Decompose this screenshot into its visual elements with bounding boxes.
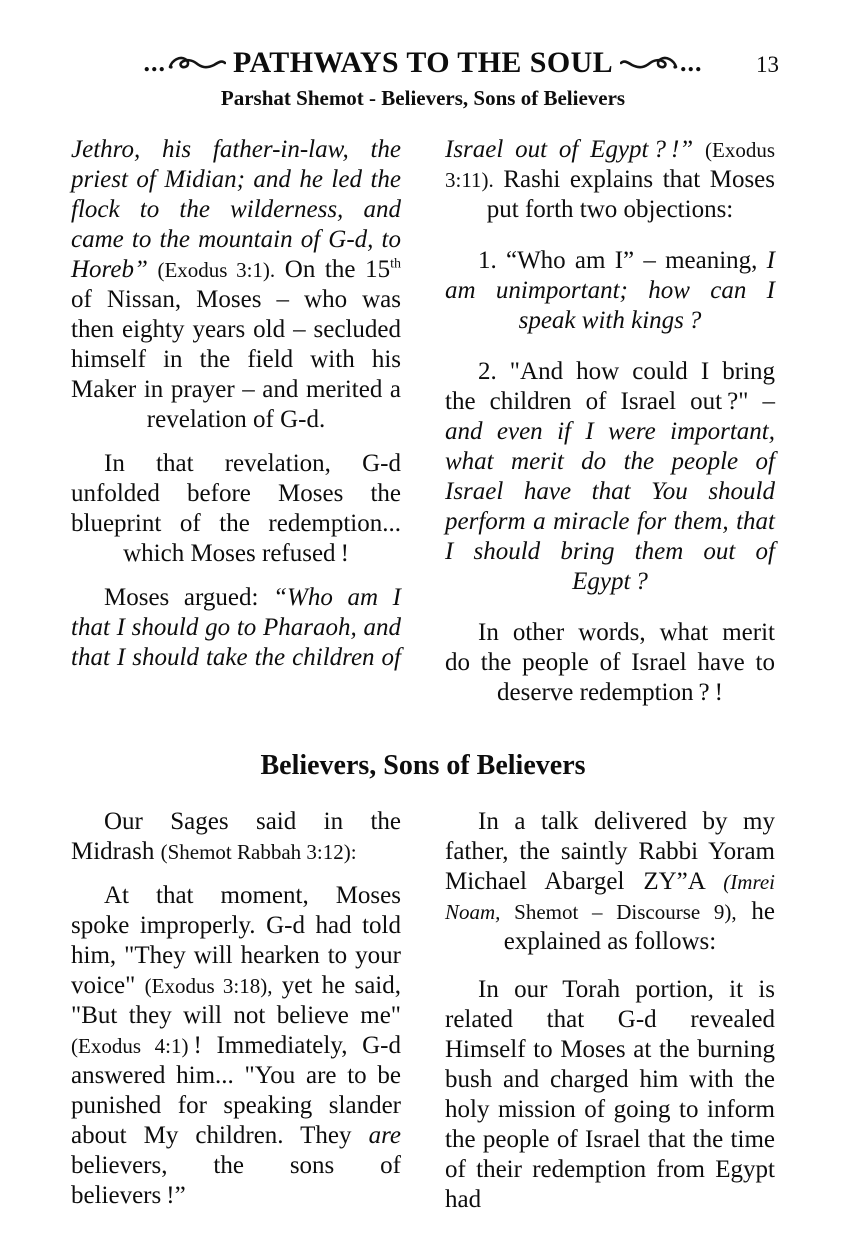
text-run: (Exodus 3:1). xyxy=(157,258,276,282)
paragraph xyxy=(71,583,401,673)
paragraph xyxy=(71,881,401,1211)
section-heading: Believers, Sons of Believers xyxy=(260,750,586,781)
ornament-dots: ... xyxy=(143,48,166,77)
two-column-block-bottom xyxy=(71,807,775,1233)
text-run: of Nissan, Moses – who was then eighty years old – secluded himself in the field with his Maker in prayer – and merited a revelation of G-d. xyxy=(71,286,401,433)
text-run: I am unimportant; how can I speak with kings ? xyxy=(445,247,775,334)
paragraph xyxy=(445,807,775,957)
text-run: ! Immediately, G-d answered him... "You are to be punished for speaking slander about My children. They xyxy=(71,1032,401,1149)
page-number: 13 xyxy=(756,52,779,77)
ornament-dots: ... xyxy=(680,48,703,77)
page-title: PATHWAYS TO THE SOUL xyxy=(232,46,614,79)
text-run: In our Torah portion, it is related that G-d revealed Himself to Moses at the burning bush and charged him with the holy mission of going to inform the people of Israel that the time of their redemption from Egypt had xyxy=(445,976,775,1213)
paragraph xyxy=(71,449,401,569)
paragraph xyxy=(445,975,775,1215)
text-run: believers, the sons of believers !” xyxy=(71,1152,401,1209)
paragraph xyxy=(445,135,775,225)
text-run: Israel out of Egypt ? !” xyxy=(445,136,705,163)
text-run: In other words, what merit do the people of Israel have to deserve redemption ? ! xyxy=(445,619,775,706)
flourish-right-icon xyxy=(620,51,678,75)
paragraph xyxy=(71,807,401,867)
header-ornament-right xyxy=(620,48,703,77)
left-column xyxy=(71,135,401,729)
text-run: On the 15 xyxy=(275,256,391,283)
page-subtitle: Parshat Shemot - Believers, Sons of Believers xyxy=(220,86,626,110)
text-run: he explained as follows: xyxy=(503,898,775,955)
text-run: (Shemot Rabbah 3:12): xyxy=(160,840,357,864)
page-header xyxy=(71,44,775,82)
text-run: yet he said, "But they will not believe me" xyxy=(71,972,401,1029)
text-run: At that moment, Moses spoke improperly. G-d had told him, "They will hearken to your voice" xyxy=(71,882,401,999)
text-run: “Who am I that I should go to Pharaoh, and that I should take the children of xyxy=(71,584,401,671)
paragraph xyxy=(71,135,401,435)
text-run: (Imrei Noam, xyxy=(445,870,775,924)
left-column xyxy=(71,807,401,1233)
right-column xyxy=(445,135,775,729)
header-ornament-left xyxy=(143,48,226,77)
text-run: 1. “Who am I” – meaning, xyxy=(478,247,767,274)
text-run: Jethro, his father-in-law, the priest of Midian; and he led the flock to the wilderness, and came to the mountain of G-d, to Horeb” xyxy=(71,136,401,283)
right-column xyxy=(445,807,775,1233)
text-run: Rashi explains that Moses put forth two objections: xyxy=(486,166,775,223)
text-run: Shemot – Discourse 9), xyxy=(500,900,737,924)
two-column-block-top xyxy=(71,135,775,729)
text-run: and even if I were important, what merit do the people of Israel have that You should perform a miracle for them, that I should bring them out of Egypt ? xyxy=(445,418,775,595)
text-run: (Exodus 3:18), xyxy=(144,974,273,998)
text-run: In a talk delivered by my father, the saintly Rabbi Yoram Michael Abargel ZY”A xyxy=(445,808,775,895)
text-run: Moses argued: xyxy=(104,584,274,611)
paragraph xyxy=(445,357,775,597)
text-run: (Exodus 3:11). xyxy=(445,138,775,192)
text-run: Our Sages said in the Midrash xyxy=(71,808,401,865)
text-run: 2. "And how could I bring the children of Israel out ?" – xyxy=(445,358,775,415)
text-run: (Exodus 4:1) xyxy=(71,1034,189,1058)
text-run: are xyxy=(368,1122,401,1149)
paragraph xyxy=(445,618,775,708)
flourish-left-icon xyxy=(168,51,226,75)
text-run: th xyxy=(390,256,401,272)
text-run: In that revelation, G-d unfolded before Moses the blueprint of the redemption... which Moses refused ! xyxy=(71,450,401,567)
paragraph xyxy=(445,246,775,336)
